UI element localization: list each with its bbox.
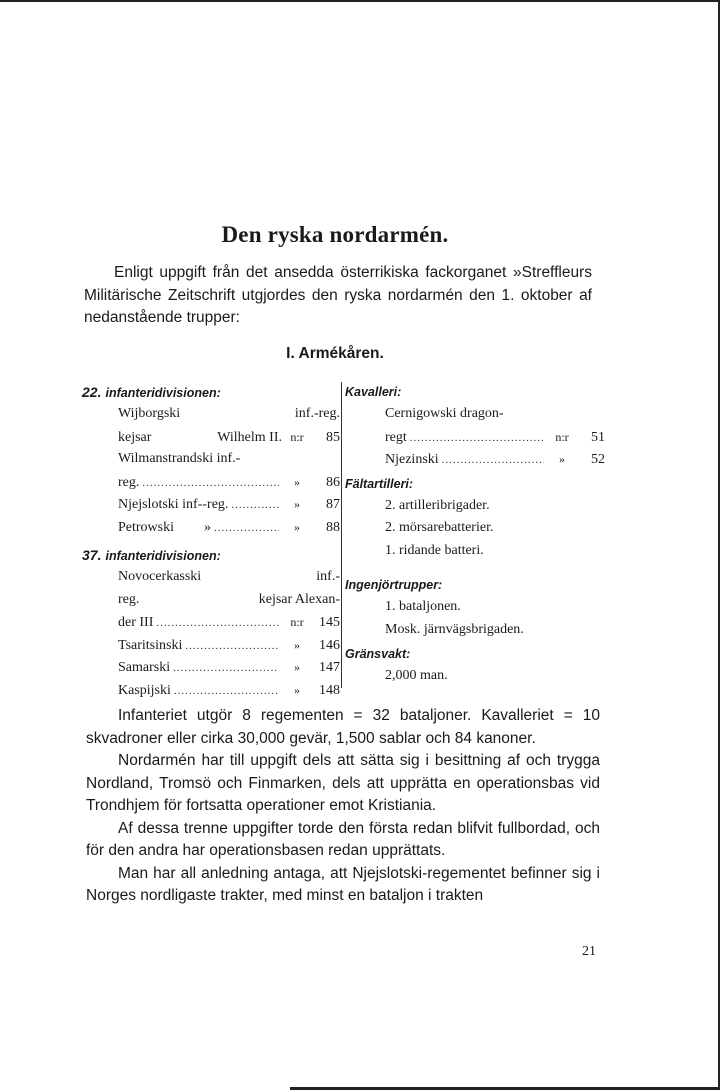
body-paragraph: Infanteriet utgör 8 regementen = 32 bataljoner. Kavalleriet = 10 skvadroner eller cirka 30,000 gevär, 1,500 sablar och 84 kanoner. — [86, 707, 600, 747]
body-text — [86, 705, 600, 908]
section-heading: I. Armékåren. — [286, 345, 384, 362]
ditto-mark: » — [204, 519, 211, 535]
roster-line — [82, 426, 340, 449]
spacer — [345, 562, 605, 574]
unit-name: 2,000 man. — [385, 668, 448, 683]
roster-line — [82, 679, 340, 702]
roster-line — [345, 448, 605, 471]
intro-paragraph: Enligt uppgift från det ansedda österrikiska fackorganet »Streffleurs Militärische Zeitschrift utgjordes den ryska nordarmén den 1. oktober af nedanstående trupper: — [84, 264, 592, 326]
division-number: 37. — [82, 547, 102, 563]
regiment-number: 88 — [326, 519, 340, 535]
regiment-number: 87 — [326, 497, 340, 512]
roster-line — [82, 448, 340, 471]
roster-line — [82, 516, 340, 539]
other-troops-column — [345, 381, 605, 688]
body-paragraph: Man har all anledning antaga, att Njejslotski-regementet befinner sig i Norges nordligaste trakter, med minst en bataljon i trakten — [86, 864, 600, 904]
unit-name: kejsar — [118, 429, 152, 445]
roster-line-text — [118, 403, 340, 426]
roster-line — [82, 566, 340, 589]
dot-leader — [174, 680, 279, 703]
unit-name: Petrowski — [118, 519, 174, 535]
division-number: 22. — [82, 384, 102, 400]
roster-line — [82, 589, 340, 612]
dot-leader — [142, 472, 279, 495]
roster-line — [345, 596, 605, 619]
body-paragraph: Nordarmén har till uppgift dels att sätta sig i besittning af och trygga Nordland, Tromsö och Finmarken, dels att upprätta en operationsbas vid Trondhjem för fortsatta operationer emot Kristiania. — [86, 752, 600, 814]
unit-name: Njezinski — [385, 452, 439, 467]
unit-name: Kaspijski — [118, 682, 171, 698]
troop-type-heading: Gränsvakt: — [345, 647, 411, 661]
division-name: infanteridivisionen: — [105, 386, 221, 400]
roster-line — [345, 403, 605, 426]
unit-name: 2. mörsarebatterier. — [385, 520, 494, 535]
division-name: infanteridivisionen: — [105, 549, 221, 563]
unit-name: Wijborgski — [118, 406, 181, 421]
page-title: Den ryska nordarmén. — [221, 222, 449, 247]
number-prefix: » — [559, 452, 565, 466]
dot-leader — [231, 494, 279, 517]
roster-line-text — [118, 427, 282, 450]
unit-name: Tsaritsinski — [118, 637, 183, 653]
roster-line — [82, 656, 340, 679]
unit-name: Cernigowski dragon- — [385, 406, 504, 421]
roster-line — [345, 540, 605, 563]
body-paragraph: Af dessa trenne uppgifter torde den första redan blifvit fullbordad, och för den andra har operationsbasen redan upprättats. — [86, 819, 600, 859]
number-prefix: n:r — [290, 429, 304, 444]
regiment-number: 85 — [326, 429, 340, 445]
regiment-number: 86 — [326, 474, 340, 490]
roster-line — [345, 426, 605, 449]
number-prefix: » — [294, 474, 300, 489]
page-edge-top — [0, 0, 720, 2]
unit-name: reg. — [118, 591, 140, 607]
dot-leader — [156, 612, 279, 635]
unit-name-continued: Wilhelm II. — [217, 429, 282, 445]
unit-name: 2. artilleribrigader. — [385, 497, 490, 513]
number-prefix: n:r — [290, 615, 304, 629]
division-heading — [82, 544, 340, 566]
unit-name: Wilmanstrandski inf.- — [118, 451, 241, 466]
roster-line-text — [118, 589, 340, 612]
dot-leader — [185, 635, 279, 658]
unit-name: 1. ridande batteri. — [385, 542, 484, 558]
roster-line — [345, 517, 605, 540]
division-heading — [82, 381, 340, 403]
column-divider — [341, 382, 342, 688]
roster-line — [82, 471, 340, 494]
roster-line — [345, 665, 605, 688]
unit-name: Njejslotski inf--reg. — [118, 497, 229, 512]
number-prefix: » — [294, 519, 300, 534]
infantry-divisions-column — [82, 381, 340, 701]
dot-leader — [173, 657, 279, 680]
dot-leader — [442, 449, 544, 472]
unit-name-continued: kejsar Alexan- — [258, 591, 340, 607]
regiment-number: 146 — [319, 637, 340, 653]
regiment-number: 148 — [319, 682, 340, 698]
roster-line — [82, 634, 340, 657]
unit-name-continued: inf.-reg. — [294, 406, 340, 421]
number-prefix: » — [294, 497, 300, 511]
unit-name: Novocerkasski — [118, 569, 202, 584]
roster-line — [345, 495, 605, 518]
dot-leader — [410, 427, 544, 450]
unit-name: regt — [385, 429, 407, 445]
unit-name-continued: inf.- — [316, 569, 340, 584]
regiment-number: 147 — [319, 660, 340, 675]
number-prefix: n:r — [555, 429, 569, 444]
regiment-number: 51 — [591, 429, 605, 445]
unit-name: Mosk. järnvägsbrigaden. — [385, 621, 524, 637]
number-prefix: » — [294, 660, 300, 674]
unit-name: 1. bataljonen. — [385, 599, 461, 614]
regiment-number: 145 — [319, 615, 340, 630]
dot-leader — [214, 517, 279, 540]
page-number: 21 — [582, 944, 596, 959]
unit-name: reg. — [118, 474, 140, 490]
roster-line — [82, 403, 340, 426]
number-prefix: » — [294, 637, 300, 652]
roster-line — [82, 493, 340, 516]
troop-type-heading: Fältartilleri: — [345, 476, 414, 491]
troop-type-heading: Kavalleri: — [345, 385, 402, 399]
unit-name: der III — [118, 615, 154, 630]
roster-line-text — [118, 566, 340, 589]
troop-type-heading: Ingenjörtrupper: — [345, 578, 443, 592]
regiment-number: 52 — [591, 452, 605, 467]
unit-name: Samarski — [118, 660, 171, 675]
roster-line — [345, 619, 605, 642]
roster-line — [82, 611, 340, 634]
number-prefix: » — [294, 682, 300, 697]
